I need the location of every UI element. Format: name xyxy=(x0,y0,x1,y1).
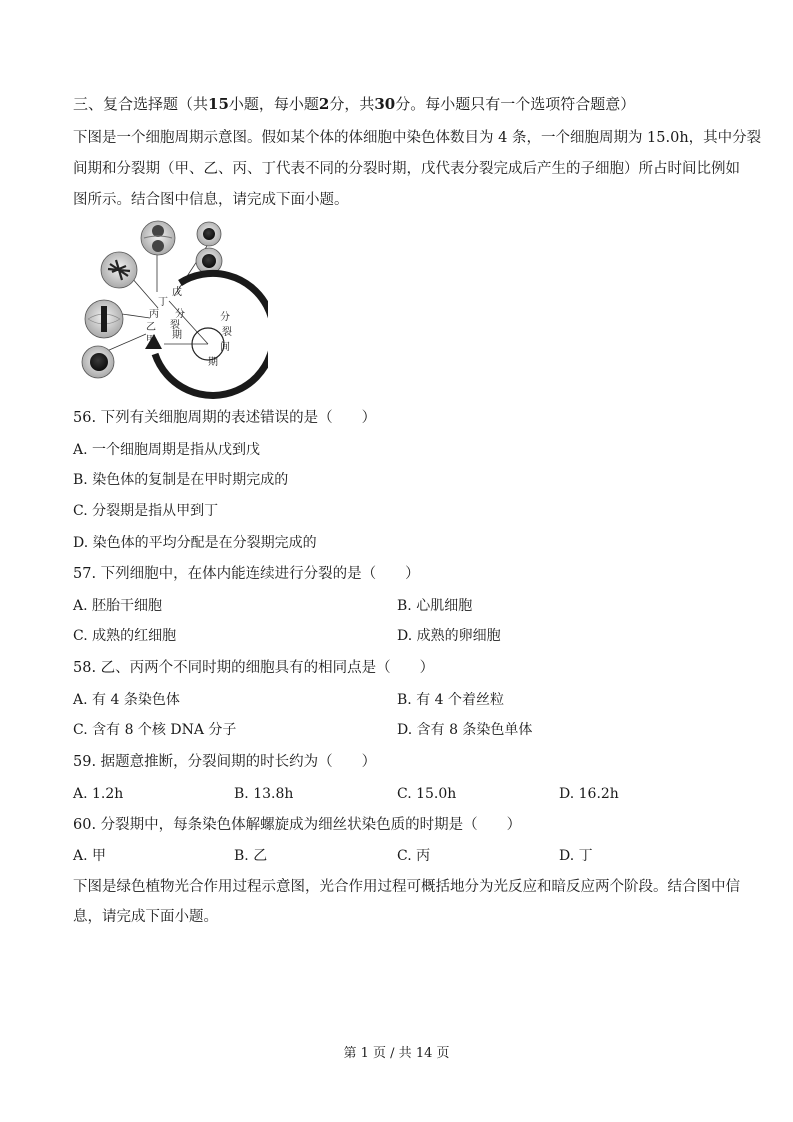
label-interphase-lie: 裂 xyxy=(222,327,232,338)
label-qi: 期 xyxy=(172,330,182,341)
question-58-option-d[interactable]: D. 含有 8 条染色单体 xyxy=(397,722,533,738)
question-56-option-d[interactable]: D. 染色体的平均分配是在分裂期完成的 xyxy=(73,535,317,551)
section-heading-mid2: 分，共 xyxy=(329,95,375,113)
cell-wu xyxy=(196,222,222,274)
question-59-option-c[interactable]: C. 15.0h xyxy=(397,786,457,802)
cell-yi xyxy=(85,300,123,338)
question-59-stem: 59. 据题意推断，分裂间期的时长约为（ ） xyxy=(73,754,377,770)
points-each: 2 xyxy=(318,95,330,113)
question-57-option-b[interactable]: B. 心肌细胞 xyxy=(397,598,473,614)
intro-paragraph-line-1: 下图是一个细胞周期示意图。假如某个体的体细胞中染色体数目为 4 条，一个细胞周期为 15.0h，其中分裂 xyxy=(73,130,762,146)
question-60-option-a[interactable]: A. 甲 xyxy=(73,848,107,864)
cell-bing xyxy=(101,252,137,288)
label-wu: 戊 xyxy=(172,287,182,298)
question-56-option-a[interactable]: A. 一个细胞周期是指从戊到戊 xyxy=(73,442,261,458)
question-60-option-b[interactable]: B. 乙 xyxy=(234,848,268,864)
question-60-option-c[interactable]: C. 丙 xyxy=(397,848,431,864)
question-58-option-b[interactable]: B. 有 4 个着丝粒 xyxy=(397,692,504,708)
cell-jia xyxy=(82,346,114,378)
question-56-stem: 56. 下列有关细胞周期的表述错误的是（ ） xyxy=(73,410,377,426)
section-heading xyxy=(73,94,635,114)
label-lie: 裂 xyxy=(170,320,180,331)
question-59-option-a[interactable]: A. 1.2h xyxy=(73,786,124,802)
label-jia: 甲 xyxy=(146,335,156,346)
intro-paragraph-line-2: 间期和分裂期（甲、乙、丙、丁代表不同的分裂时期，戊代表分裂完成后产生的子细胞）所占时间比例如 xyxy=(73,161,740,177)
label-bing: 丙 xyxy=(149,309,159,320)
points-total: 30 xyxy=(374,95,396,113)
question-58-option-c[interactable]: C. 含有 8 个核 DNA 分子 xyxy=(73,722,237,738)
question-60-option-d[interactable]: D. 丁 xyxy=(559,848,593,864)
question-60-stem: 60. 分裂期中，每条染色体解螺旋成为细丝状染色质的时期是（ ） xyxy=(73,817,522,833)
cell-ding xyxy=(141,221,175,255)
question-57-option-c[interactable]: C. 成熟的红细胞 xyxy=(73,628,177,644)
question-59-option-d[interactable]: D. 16.2h xyxy=(559,786,619,802)
question-count: 15 xyxy=(208,95,229,113)
section-heading-suffix: 分。每小题只有一个选项符合题意） xyxy=(395,95,636,113)
question-58-option-a[interactable]: A. 有 4 条染色体 xyxy=(73,692,180,708)
photosynthesis-intro-line-2: 息，请完成下面小题。 xyxy=(73,909,218,925)
label-interphase-fen: 分 xyxy=(220,312,230,323)
question-56-option-c[interactable]: C. 分裂期是指从甲到丁 xyxy=(73,503,219,519)
question-56-option-b[interactable]: B. 染色体的复制是在甲时期完成的 xyxy=(73,472,289,488)
label-fen: 分 xyxy=(175,309,185,320)
photosynthesis-intro-line-1: 下图是绿色植物光合作用过程示意图，光合作用过程可概括地分为光反应和暗反应两个阶段。结合图中信 xyxy=(73,879,740,895)
question-57-option-d[interactable]: D. 成熟的卵细胞 xyxy=(397,628,501,644)
label-yi: 乙 xyxy=(146,322,156,333)
question-57-stem: 57. 下列细胞中，在体内能连续进行分裂的是（ ） xyxy=(73,566,420,582)
question-58-stem: 58. 乙、丙两个不同时期的细胞具有的相同点是（ ） xyxy=(73,660,435,676)
intro-paragraph-line-3: 图所示。结合图中信息，请完成下面小题。 xyxy=(73,192,349,208)
cell-cycle-diagram xyxy=(74,214,268,400)
question-57-option-a[interactable]: A. 胚胎干细胞 xyxy=(73,598,163,614)
label-ding: 丁 xyxy=(158,297,168,308)
section-heading-prefix: 三、复合选择题（共 xyxy=(73,95,209,113)
section-heading-mid1: 小题，每小题 xyxy=(228,95,319,113)
page-footer: 第 1 页 / 共 14 页 xyxy=(343,1046,450,1061)
question-59-option-b[interactable]: B. 13.8h xyxy=(234,786,294,802)
label-interphase-jian: 间 xyxy=(220,342,230,353)
label-interphase-qi: 期 xyxy=(208,357,218,368)
